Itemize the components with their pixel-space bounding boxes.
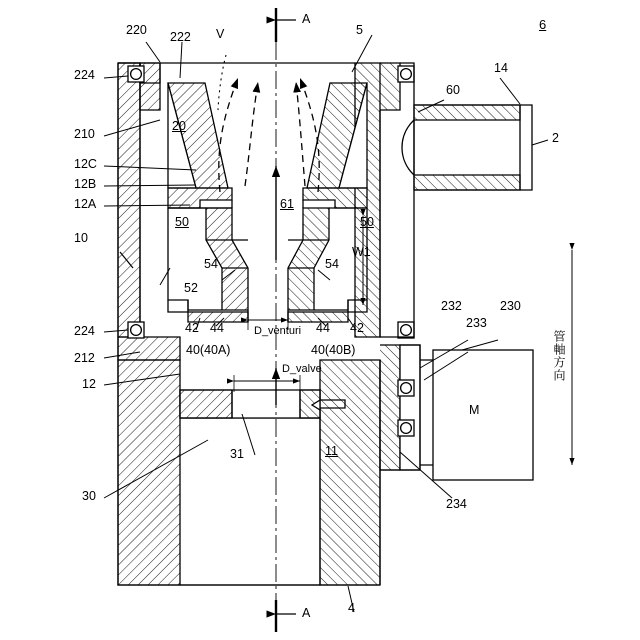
callout-210: 210 bbox=[74, 127, 95, 141]
callout-2: 2 bbox=[552, 131, 559, 145]
dimension-w1: W1 bbox=[352, 245, 371, 259]
callout-42-right: 42 bbox=[350, 321, 364, 335]
callout-44-right: 44 bbox=[316, 321, 330, 335]
callout-44-left: 44 bbox=[210, 321, 224, 335]
callout-50-right: 50 bbox=[360, 215, 374, 229]
callout-40B: 40(40B) bbox=[311, 343, 356, 357]
callout-V: V bbox=[216, 27, 225, 41]
callout-30: 30 bbox=[82, 489, 96, 503]
callout-12C: 12C bbox=[74, 157, 97, 171]
figure-ref-label: 6 bbox=[539, 17, 547, 32]
callout-60: 60 bbox=[446, 83, 460, 97]
callout-14: 14 bbox=[494, 61, 508, 75]
callout-232: 232 bbox=[441, 299, 462, 313]
section-mark-top: A bbox=[302, 12, 311, 26]
callout-224-bottom: 224 bbox=[74, 324, 95, 338]
callout-10: 10 bbox=[74, 231, 88, 245]
dimension-d-valve: D_valve bbox=[282, 363, 322, 375]
callout-12: 12 bbox=[82, 377, 96, 391]
callout-11: 11 bbox=[325, 444, 338, 458]
dimension-d-venturi: D_venturi bbox=[254, 325, 302, 337]
callout-12A: 12A bbox=[74, 197, 97, 211]
callout-224-top: 224 bbox=[74, 68, 95, 82]
callout-50-left: 50 bbox=[175, 215, 189, 229]
callout-222: 222 bbox=[170, 30, 191, 44]
callout-42-left: 42 bbox=[185, 321, 199, 335]
motor-label: M bbox=[469, 403, 480, 417]
callout-40A: 40(40A) bbox=[186, 343, 231, 357]
callout-61: 61 bbox=[280, 197, 294, 211]
callout-220: 220 bbox=[126, 23, 147, 37]
callout-12B: 12B bbox=[74, 177, 97, 191]
callout-52: 52 bbox=[184, 281, 198, 295]
callout-234: 234 bbox=[446, 497, 467, 511]
section-mark-bottom: A bbox=[302, 606, 311, 620]
callout-54-left: 54 bbox=[204, 257, 218, 271]
callout-5: 5 bbox=[356, 23, 363, 37]
callout-230: 230 bbox=[500, 299, 521, 313]
callout-4: 4 bbox=[348, 601, 355, 615]
callout-20: 20 bbox=[172, 119, 186, 133]
callout-212: 212 bbox=[74, 351, 95, 365]
callout-31: 31 bbox=[230, 447, 244, 461]
callout-54-right: 54 bbox=[325, 257, 339, 271]
axis-direction-label: 管軸方向 bbox=[552, 330, 566, 382]
callout-233: 233 bbox=[466, 316, 487, 330]
